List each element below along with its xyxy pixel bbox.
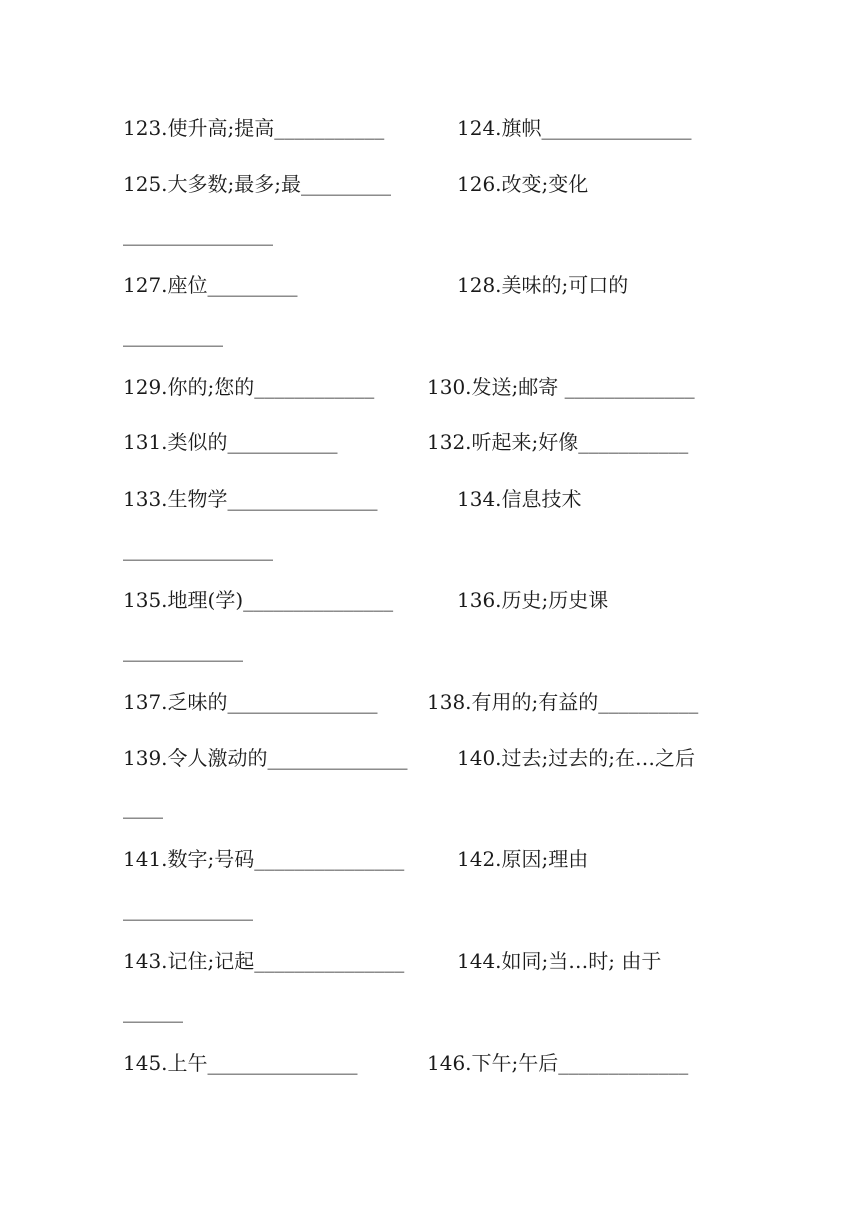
item-123: 123.使升高;提高___________ — [123, 116, 385, 140]
blank-136: ____________ — [123, 638, 243, 662]
item-142: 142.原因;理由 — [457, 847, 589, 871]
item-128: 128.美味的;可口的 — [457, 273, 629, 297]
blank-128: __________ — [123, 323, 223, 347]
blank-140: ____ — [123, 795, 163, 819]
item-126: 126.改变;变化 — [457, 172, 589, 196]
item-146: 146.下午;午后_____________ — [427, 1051, 689, 1075]
item-138: 138.有用的;有益的__________ — [427, 690, 699, 714]
blank-134: _______________ — [123, 537, 273, 561]
item-125: 125.大多数;最多;最_________ — [123, 172, 392, 196]
item-131: 131.类似的___________ — [123, 430, 338, 454]
item-124: 124.旗帜_______________ — [457, 116, 692, 140]
blank-144: ______ — [123, 999, 183, 1023]
item-141: 141.数字;号码_______________ — [123, 847, 405, 871]
item-133: 133.生物学_______________ — [123, 487, 378, 511]
item-127: 127.座位_________ — [123, 273, 298, 297]
blank-126: _______________ — [123, 222, 273, 246]
item-145: 145.上午_______________ — [123, 1051, 358, 1075]
item-137: 137.乏味的_______________ — [123, 690, 378, 714]
item-143: 143.记住;记起_______________ — [123, 949, 405, 973]
item-134: 134.信息技术 — [457, 487, 582, 511]
item-129: 129.你的;您的____________ — [123, 375, 375, 399]
item-135: 135.地理(学)_______________ — [123, 588, 394, 612]
item-130: 130.发送;邮寄 _____________ — [427, 375, 695, 399]
item-139: 139.令人激动的______________ — [123, 746, 408, 770]
blank-142: _____________ — [123, 897, 253, 921]
item-132: 132.听起来;好像___________ — [427, 430, 689, 454]
item-144: 144.如同;当…时; 由于 — [457, 949, 662, 973]
item-136: 136.历史;历史课 — [457, 588, 609, 612]
item-140: 140.过去;过去的;在…之后 — [457, 746, 696, 770]
